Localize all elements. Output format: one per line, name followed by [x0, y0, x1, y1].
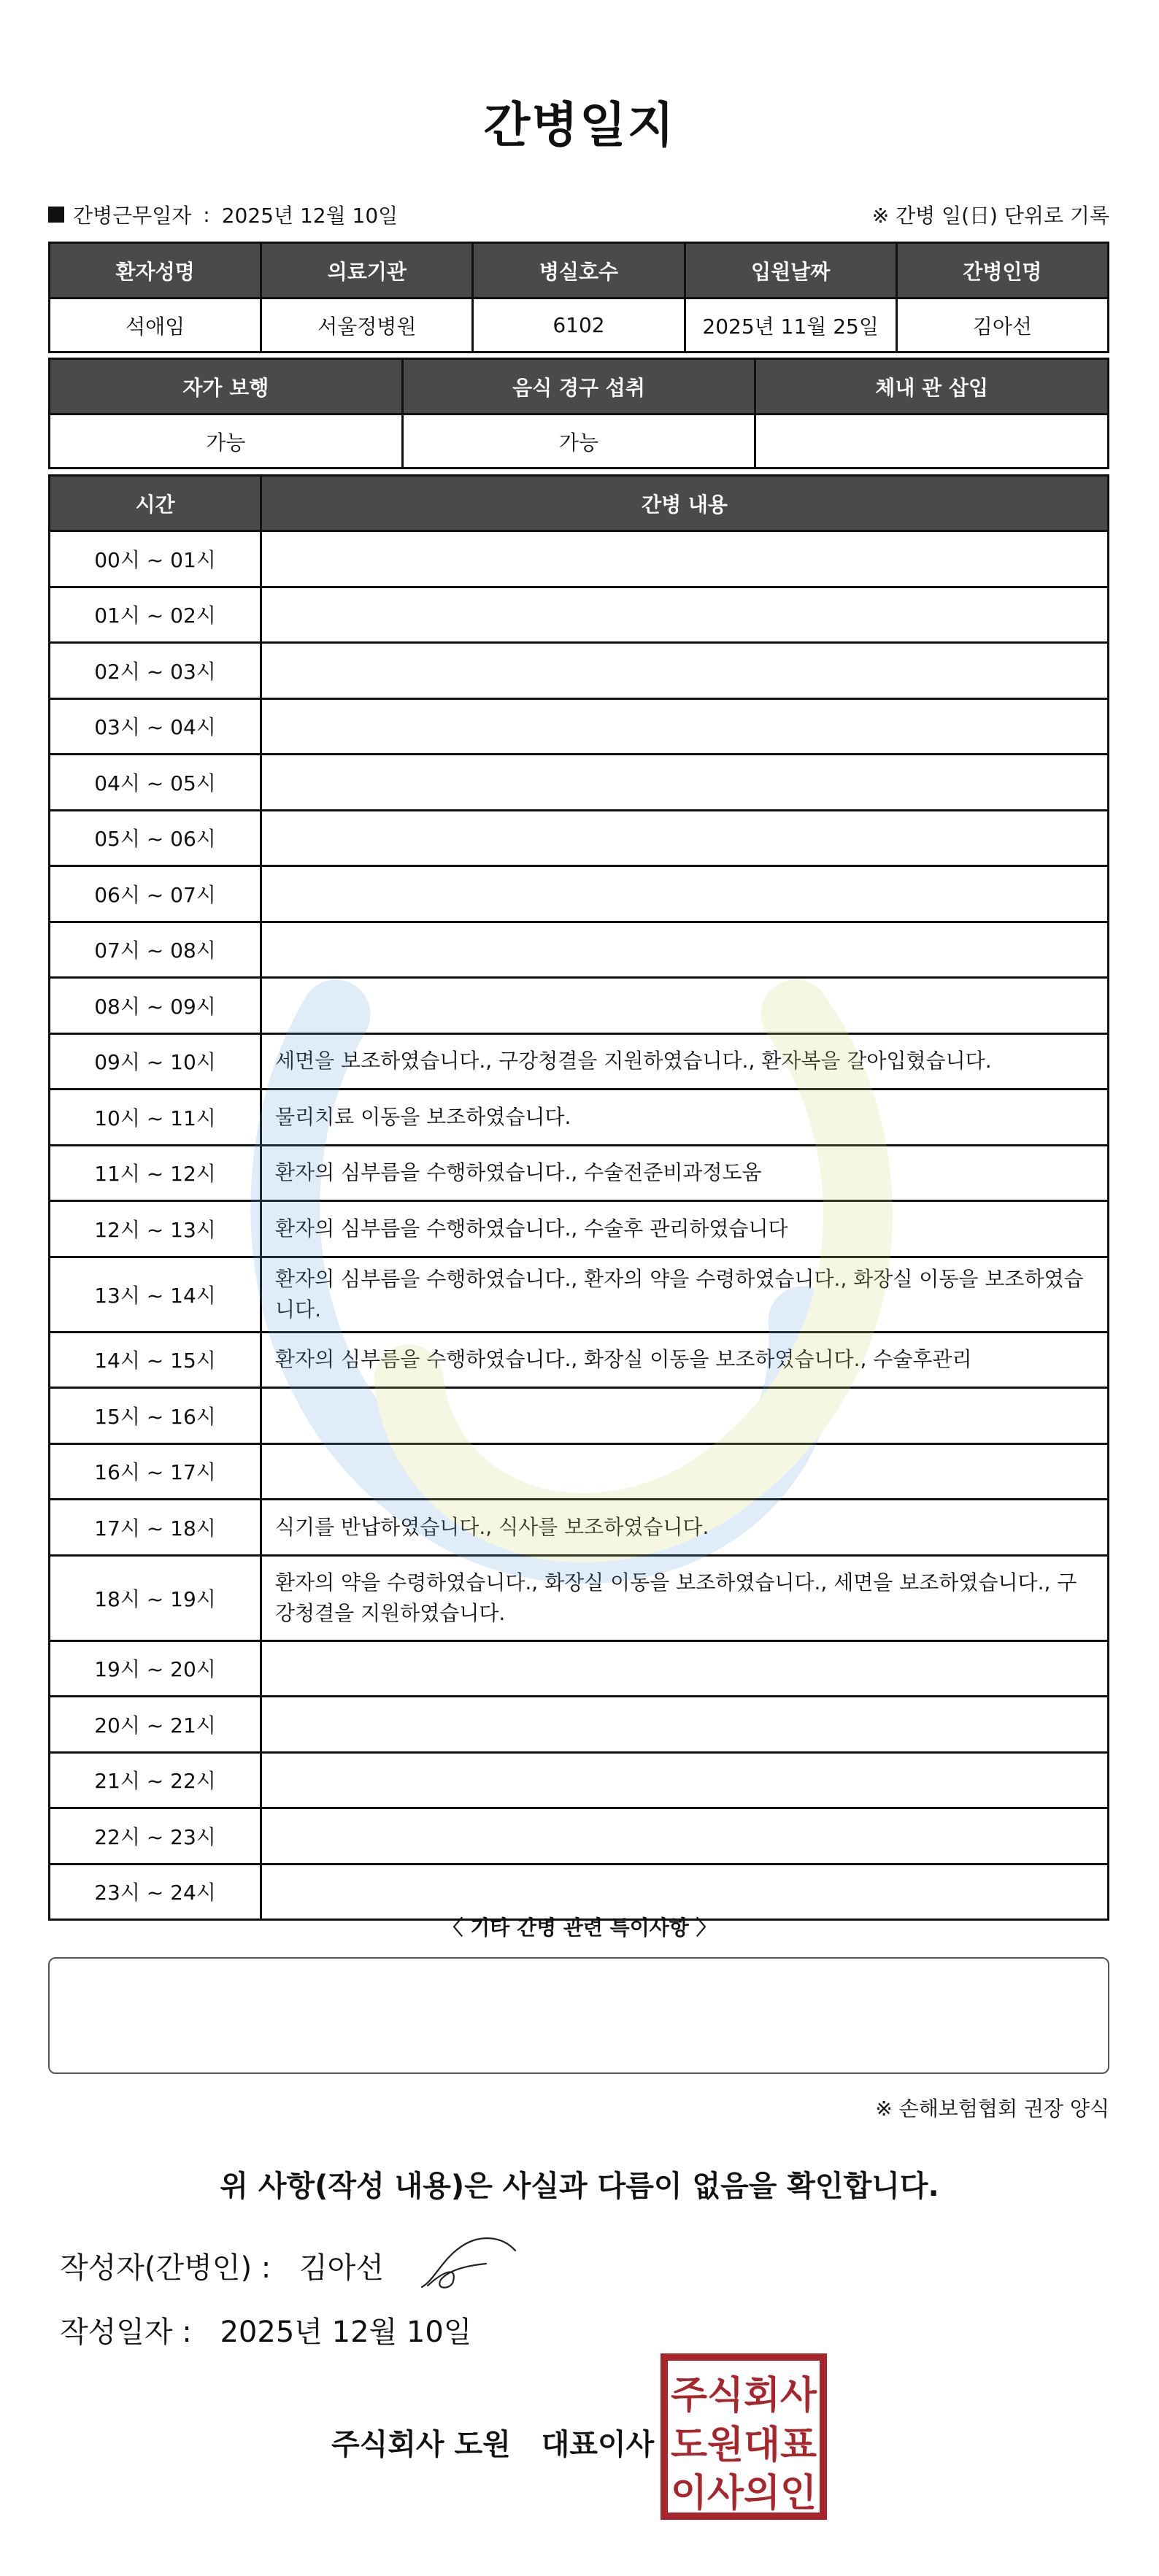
header-time: 시간 [50, 476, 261, 531]
log-time-cell: 13시 ~ 14시 [50, 1257, 261, 1332]
log-content-cell[interactable] [261, 1640, 1109, 1697]
header-caregiver-name: 간병인명 [896, 243, 1108, 298]
log-time-cell: 10시 ~ 11시 [50, 1090, 261, 1146]
log-time-cell: 22시 ~ 23시 [50, 1808, 261, 1864]
work-date-colon: : [203, 202, 210, 227]
work-date-row [48, 200, 1109, 229]
log-content-cell[interactable]: 환자의 심부름을 수행하였습니다., 수술후 관리하였습니다 [261, 1201, 1109, 1257]
log-time-cell: 11시 ~ 12시 [50, 1145, 261, 1201]
svg-text:도원대표: 도원대표 [671, 2423, 817, 2467]
company-seal-stamp-icon [660, 2353, 828, 2521]
log-time-cell: 05시 ~ 06시 [50, 810, 261, 866]
svg-text:주식회사: 주식회사 [671, 2374, 817, 2418]
log-time-cell: 03시 ~ 04시 [50, 698, 261, 755]
company-name: 주식회사 도원 [331, 2428, 511, 2461]
tube-insertion-value [755, 414, 1109, 468]
log-content-cell[interactable] [261, 755, 1109, 811]
log-time-cell: 18시 ~ 19시 [50, 1555, 261, 1640]
log-row [50, 643, 1109, 699]
log-row [50, 1145, 1109, 1201]
log-time-cell: 09시 ~ 10시 [50, 1033, 261, 1090]
log-row [50, 1033, 1109, 1090]
log-time-cell: 17시 ~ 18시 [50, 1500, 261, 1556]
log-content-cell[interactable] [261, 698, 1109, 755]
patient-header-row [50, 243, 1109, 298]
log-content-cell[interactable]: 환자의 심부름을 수행하였습니다., 환자의 약을 수령하였습니다., 화장실 이동을 보조하였습니다. [261, 1257, 1109, 1332]
log-time-cell: 12시 ~ 13시 [50, 1201, 261, 1257]
care-log-table [48, 474, 1109, 1921]
log-time-cell: 04시 ~ 05시 [50, 755, 261, 811]
log-row [50, 1201, 1109, 1257]
log-content-cell[interactable] [261, 1752, 1109, 1808]
remarks-field[interactable] [48, 1957, 1109, 2074]
log-content-cell[interactable]: 환자의 심부름을 수행하였습니다., 화장실 이동을 보조하였습니다., 수술후관리 [261, 1332, 1109, 1388]
room-value: 6102 [473, 298, 685, 352]
log-content-cell[interactable] [261, 1697, 1109, 1753]
writer-label: 작성자(간병인) : [60, 2251, 272, 2285]
log-row [50, 1752, 1109, 1808]
log-row [50, 978, 1109, 1034]
self-walking-value: 가능 [50, 414, 403, 468]
log-content-cell[interactable]: 환자의 약을 수령하였습니다., 화장실 이동을 보조하였습니다., 세면을 보조하였습니다., 구강청결을 지원하였습니다. [261, 1555, 1109, 1640]
log-content-cell[interactable] [261, 810, 1109, 866]
log-row [50, 922, 1109, 978]
log-content-cell[interactable] [261, 866, 1109, 922]
document-title: 간병일지 [483, 97, 676, 153]
log-time-cell: 23시 ~ 24시 [50, 1864, 261, 1920]
header-hospital: 의료기관 [261, 243, 473, 298]
header-self-walking: 자가 보행 [50, 359, 403, 414]
representative-title: 대표이사 [541, 2428, 655, 2461]
log-content-cell[interactable] [261, 922, 1109, 978]
log-row [50, 866, 1109, 922]
log-content-cell[interactable]: 식기를 반납하였습니다., 식사를 보조하였습니다. [261, 1500, 1109, 1556]
company-signature-line [331, 2421, 654, 2463]
log-time-cell: 08시 ~ 09시 [50, 978, 261, 1034]
log-time-cell: 19시 ~ 20시 [50, 1640, 261, 1697]
log-time-cell: 20시 ~ 21시 [50, 1697, 261, 1753]
patient-name-value: 석애임 [50, 298, 261, 352]
header-tube-insertion: 체내 관 삽입 [755, 359, 1109, 414]
log-row [50, 1388, 1109, 1444]
log-row [50, 1332, 1109, 1388]
work-date-value: 2025년 12월 10일 [221, 204, 398, 228]
log-time-cell: 00시 ~ 01시 [50, 531, 261, 587]
header-room: 병실호수 [473, 243, 685, 298]
log-body [50, 531, 1109, 1920]
log-row [50, 1808, 1109, 1864]
status-value-row [50, 414, 1109, 468]
log-row [50, 1257, 1109, 1332]
patient-value-row [50, 298, 1109, 352]
caregiver-name-value: 김아선 [896, 298, 1108, 352]
svg-text:이사의인: 이사의인 [671, 2472, 817, 2515]
log-content-cell[interactable] [261, 531, 1109, 587]
log-content-cell[interactable] [261, 1443, 1109, 1500]
log-content-cell[interactable]: 세면을 보조하였습니다., 구강청결을 지원하였습니다., 환자복을 갈아입혔습니다. [261, 1033, 1109, 1090]
admission-date-value: 2025년 11월 25일 [685, 298, 896, 352]
log-time-cell: 16시 ~ 17시 [50, 1443, 261, 1500]
log-time-cell: 02시 ~ 03시 [50, 643, 261, 699]
log-row [50, 587, 1109, 643]
handwritten-signature-icon [413, 2229, 523, 2294]
form-source-note: ※ 손해보험협회 권장 양식 [875, 2097, 1109, 2121]
written-date-line [60, 2309, 471, 2351]
remarks-title: 〈 기타 간병 관련 특이사항 〉 [442, 1916, 717, 1940]
log-row [50, 1640, 1109, 1697]
log-time-cell: 07시 ~ 08시 [50, 922, 261, 978]
log-time-cell: 21시 ~ 22시 [50, 1752, 261, 1808]
record-unit-note: ※ 간병 일(日) 단위로 기록 [871, 204, 1109, 228]
work-date-block [48, 200, 398, 229]
log-time-cell: 15시 ~ 16시 [50, 1388, 261, 1444]
written-date-value: 2025년 12월 10일 [220, 2315, 472, 2349]
work-date-label: 간병근무일자 [73, 204, 192, 228]
log-row [50, 698, 1109, 755]
written-date-label: 작성일자 : [60, 2315, 192, 2349]
oral-intake-value: 가능 [402, 414, 755, 468]
confirmation-statement: 위 사항(작성 내용)은 사실과 다름이 없음을 확인합니다. [220, 2170, 939, 2203]
log-header-row [50, 476, 1109, 531]
bullet-square-icon [48, 207, 64, 223]
log-content-cell[interactable] [261, 587, 1109, 643]
log-content-cell[interactable] [261, 978, 1109, 1034]
log-content-cell[interactable] [261, 1808, 1109, 1864]
log-row [50, 1500, 1109, 1556]
header-oral-intake: 음식 경구 섭취 [402, 359, 755, 414]
log-time-cell: 14시 ~ 15시 [50, 1332, 261, 1388]
writer-name: 김아선 [299, 2251, 384, 2285]
header-admission-date: 입원날짜 [685, 243, 896, 298]
log-row [50, 755, 1109, 811]
header-care-content: 간병 내용 [261, 476, 1109, 531]
log-row [50, 531, 1109, 587]
log-content-cell[interactable]: 환자의 심부름을 수행하였습니다., 수술전준비과정도움 [261, 1145, 1109, 1201]
log-content-cell[interactable] [261, 643, 1109, 699]
patient-info-table [48, 242, 1109, 353]
status-header-row [50, 359, 1109, 414]
hospital-value: 서울정병원 [261, 298, 473, 352]
patient-status-table [48, 358, 1109, 469]
log-time-cell: 01시 ~ 02시 [50, 587, 261, 643]
log-row [50, 1555, 1109, 1640]
log-content-cell[interactable] [261, 1388, 1109, 1444]
log-row [50, 1090, 1109, 1146]
log-time-cell: 06시 ~ 07시 [50, 866, 261, 922]
header-patient-name: 환자성명 [50, 243, 261, 298]
log-content-cell[interactable]: 물리치료 이동을 보조하였습니다. [261, 1090, 1109, 1146]
log-row [50, 1443, 1109, 1500]
writer-line [60, 2245, 384, 2286]
log-row [50, 810, 1109, 866]
log-row [50, 1697, 1109, 1753]
